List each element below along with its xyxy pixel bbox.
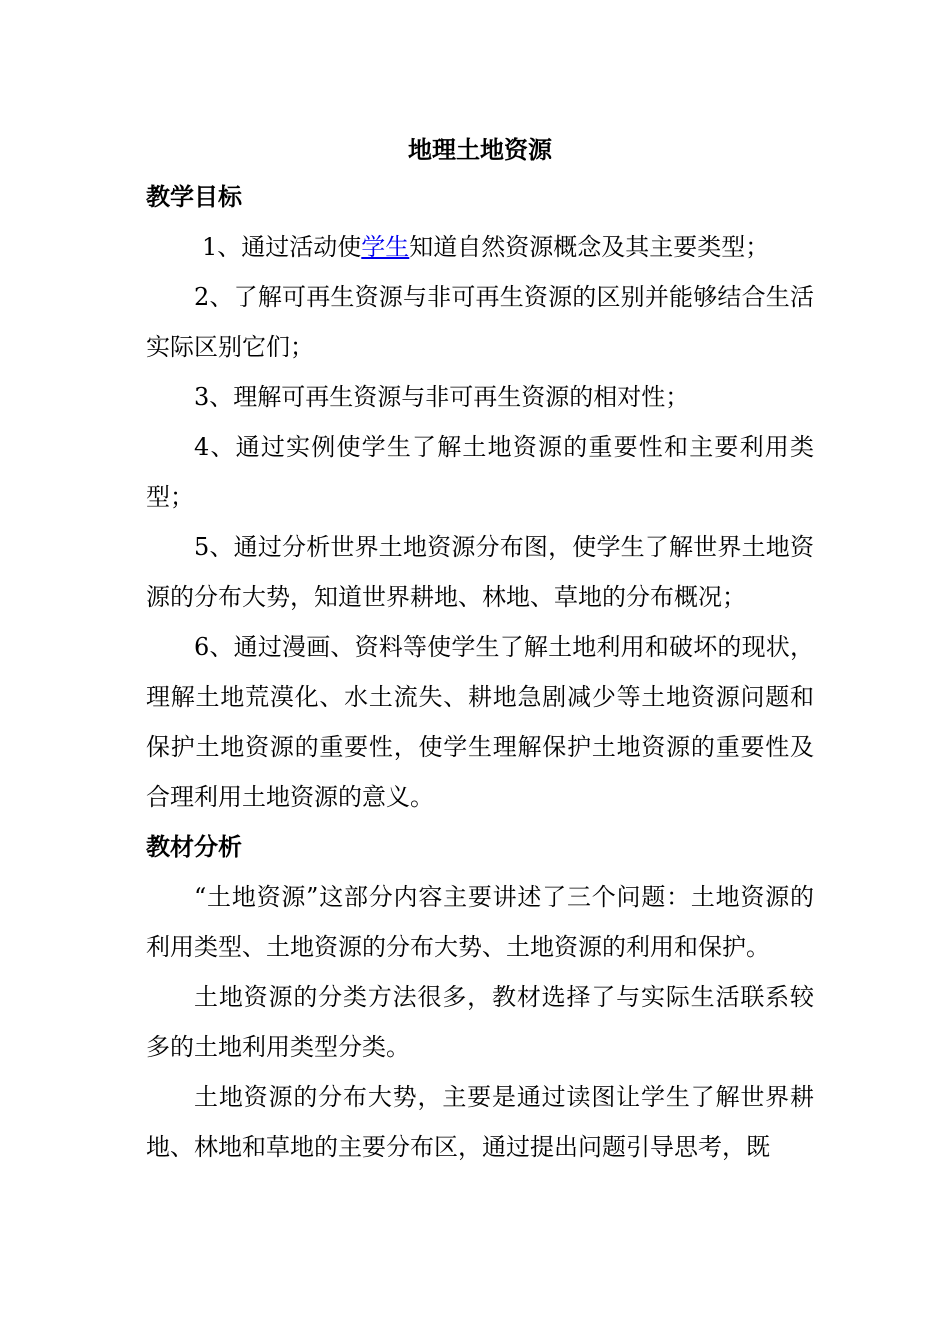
objective-item-6: 6、通过漫画、资料等使学生了解土地利用和破坏的现状，理解土地荒漠化、水土流失、耕地急剧减少等土地资源问题和保护土地资源的重要性，使学生理解保护土地资源的重要性及合理利用土地资源的意义。 [146,633,814,811]
objective-item-1-suffix: 知道自然资源概念及其主要类型； [409,233,770,261]
analysis-paragraph-2: 土地资源的分类方法很多，教材选择了与实际生活联系较多的土地利用类型分类。 [146,983,814,1061]
document-title: 地理土地资源 [408,136,552,164]
section-heading-material-analysis: 教材分析 [146,833,242,861]
objective-item-1-prefix: 1、通过活动使 [202,233,362,261]
student-link[interactable]: 学生 [361,233,410,261]
objective-item-4: 4、通过实例使学生了解土地资源的重要性和主要利用类型； [146,433,814,511]
document-page [146,128,814,1172]
objective-item-1 [146,222,814,272]
objective-item-3: 3、理解可再生资源与非可再生资源的相对性； [194,383,690,411]
analysis-paragraph-1: “土地资源”这部分内容主要讲述了三个问题：土地资源的利用类型、土地资源的分布大势、土地资源的利用和保护。 [146,883,814,961]
section-heading-objectives: 教学目标 [146,183,242,211]
analysis-paragraph-3: 土地资源的分布大势，主要是通过读图让学生了解世界耕地、林地和草地的主要分布区，通过提出问题引导思考，既 [146,1083,814,1161]
objective-item-5: 5、通过分析世界土地资源分布图，使学生了解世界土地资源的分布大势，知道世界耕地、林地、草地的分布概况； [146,533,814,611]
objective-item-2: 2、了解可再生资源与非可再生资源的区别并能够结合生活实际区别它们； [146,283,814,361]
